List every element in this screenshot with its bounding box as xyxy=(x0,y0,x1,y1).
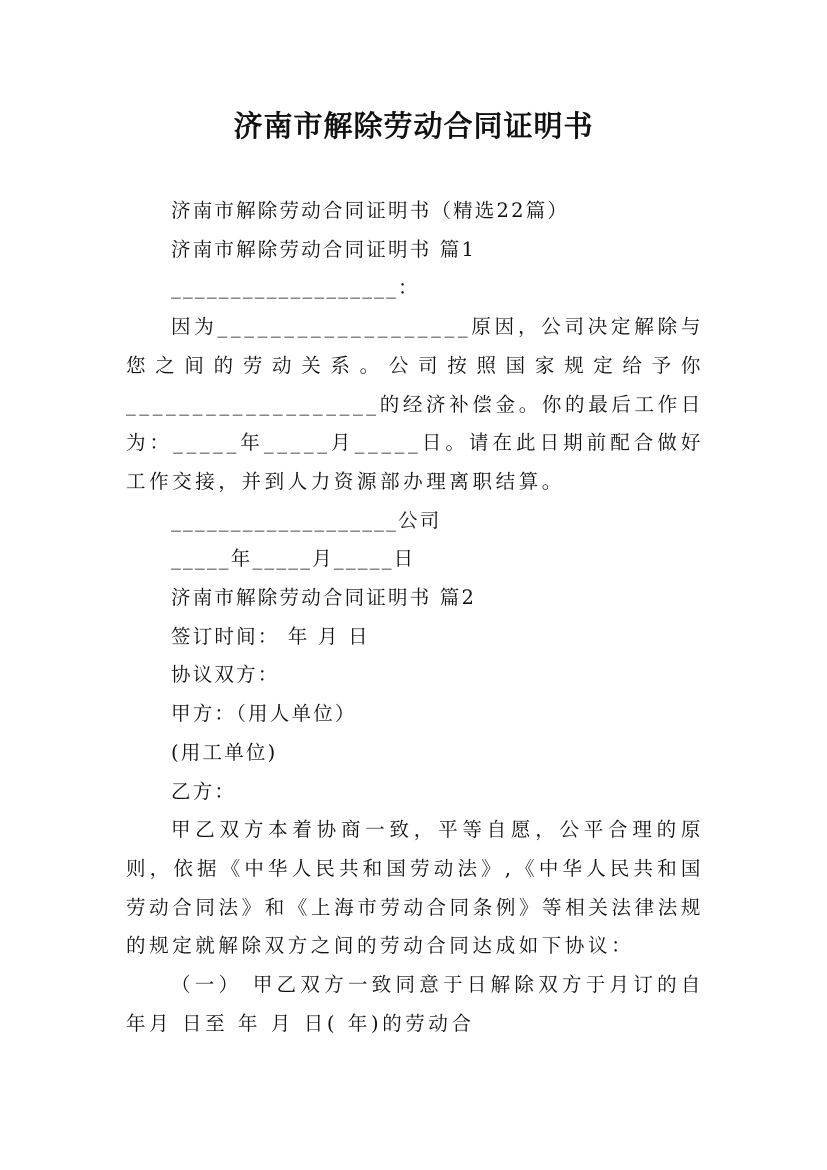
section-1-heading: 济南市解除劳动合同证明书 篇1 xyxy=(171,237,477,261)
parties-label: 协议双方： xyxy=(171,663,280,687)
party-a-note: (用工单位) xyxy=(171,740,278,764)
party-a: 甲方：（用人单位） xyxy=(171,702,357,726)
signature-date: _____年_____月_____日 xyxy=(171,547,416,571)
party-b: 乙方： xyxy=(171,779,237,803)
collection-subtitle: 济南市解除劳动合同证明书（精选22篇） xyxy=(171,199,570,222)
recipient-blank: ___________________： xyxy=(171,276,420,300)
section-2-heading: 济南市解除劳动合同证明书 篇2 xyxy=(171,586,477,610)
agreement-preamble-paragraph: 甲乙双方本着协商一致，平等自愿，公平合理的原则，依据《中华人民共和国劳动法》,《中华人民共和国劳动合同法》和《上海市劳动合同条例》等相关法律法规的规定就解除双方之间的劳动合同达成如下协议： xyxy=(126,818,704,958)
termination-notice-paragraph: 因为___________________原因，公司决定解除与您之间的劳动关系。公司按照国家规定给予你___________________的经济补偿金。你的最后工作日为：_____年_____月_____日。请在此日期前配合做好工作交接，并到人力资源部办理离职结算。 xyxy=(126,315,704,493)
signature-company: ___________________公司 xyxy=(171,508,442,532)
document-body xyxy=(126,192,704,1043)
document-title: 济南市解除劳动合同证明书 xyxy=(233,109,594,143)
agreement-clause-1: （一） 甲乙双方一致同意于日解除双方于月订的自 年月 日至 年 月 日( 年)的劳动合 xyxy=(126,973,704,1035)
sign-time: 签订时间： 年 月 日 xyxy=(171,624,370,648)
